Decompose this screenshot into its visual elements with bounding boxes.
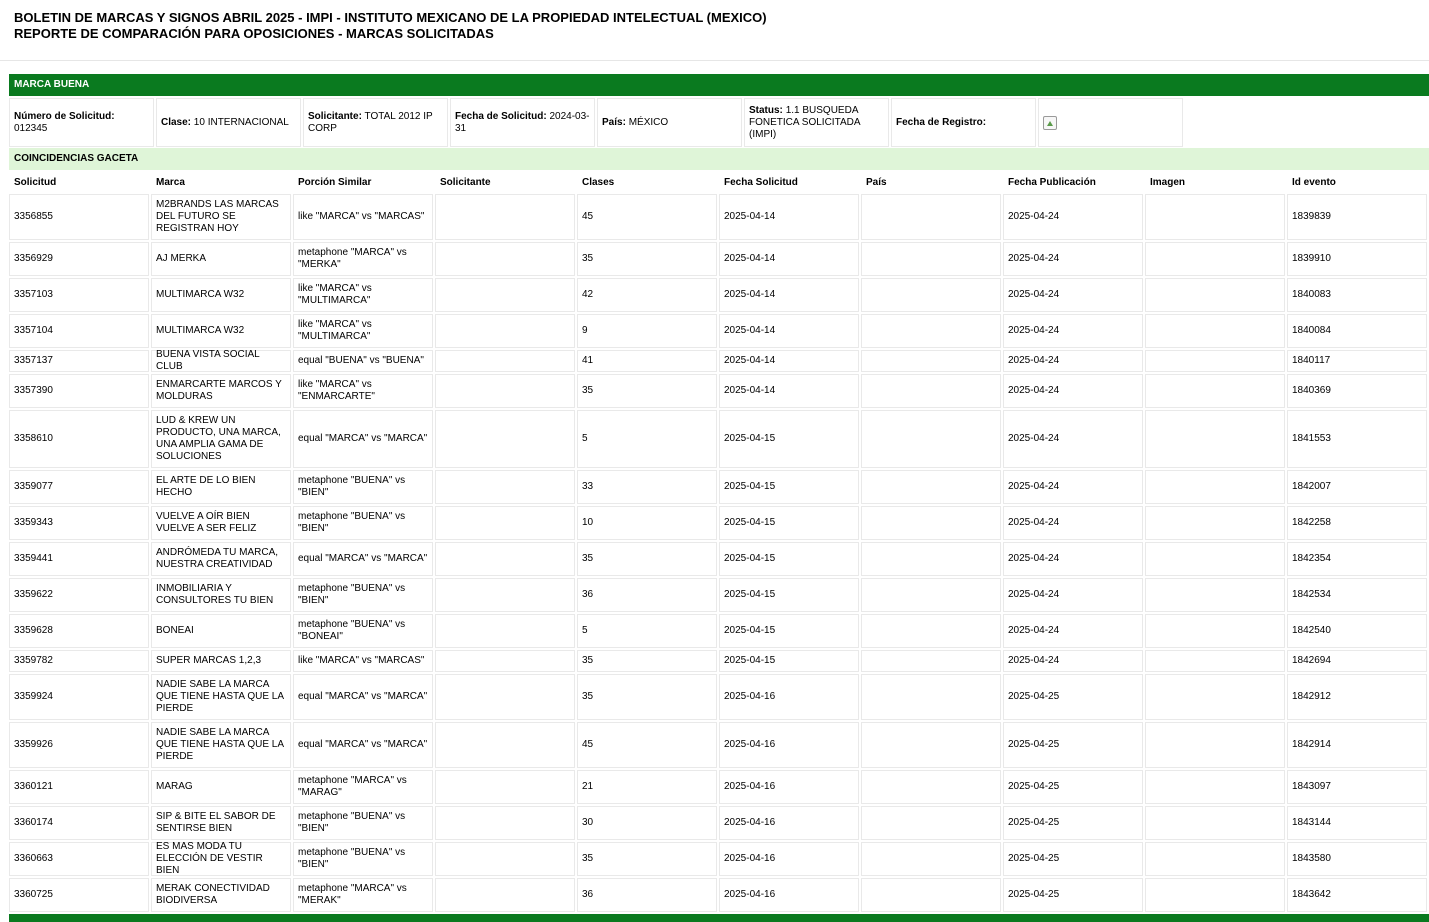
cell-marca: M2BRANDS LAS MARCAS DEL FUTURO SE REGISTRAN HOY — [151, 194, 291, 240]
cell-solicitante — [435, 770, 575, 804]
cell-id-evento: 1842540 — [1287, 614, 1427, 648]
cell-marca: ENMARCARTE MARCOS Y MOLDURAS — [151, 374, 291, 408]
cell-porcion-similar: metaphone "BUENA" vs "BIEN" — [293, 506, 433, 540]
cell-clases: 42 — [577, 278, 717, 312]
col-header-id-evento: Id evento — [1292, 176, 1336, 188]
coincidences-table-body — [9, 194, 1429, 914]
cell-imagen — [1145, 350, 1285, 372]
cell-clases: 33 — [577, 470, 717, 504]
cell-solicitante — [435, 410, 575, 468]
cell-imagen — [1145, 878, 1285, 912]
status-value: 1.1 BUSQUEDA FONETICA SOLICITADA (IMPI) — [749, 104, 860, 140]
cell-solicitante — [435, 578, 575, 612]
clase-label: Clase: — [161, 116, 192, 128]
cell-imagen — [1145, 806, 1285, 840]
cell-solicitud: 3357104 — [9, 314, 149, 348]
cell-id-evento: 1839910 — [1287, 242, 1427, 276]
cell-fecha-publicacion: 2025-04-24 — [1003, 542, 1143, 576]
mark-info-row — [9, 96, 1429, 147]
cell-id-evento: 1842534 — [1287, 578, 1427, 612]
cell-marca: ES MAS MODA TU ELECCIÓN DE VESTIR BIEN — [151, 842, 291, 876]
cell-porcion-similar: metaphone "BUENA" vs "BIEN" — [293, 842, 433, 876]
col-header-porcion-similar: Porción Similar — [298, 176, 372, 188]
cell-solicitud: 3360663 — [9, 842, 149, 876]
table-header-row — [9, 170, 1429, 194]
col-header-solicitud: Solicitud — [14, 176, 57, 188]
cell-imagen — [1145, 842, 1285, 876]
cell-porcion-similar: equal "MARCA" vs "MARCA" — [293, 674, 433, 720]
table-row — [9, 242, 1429, 278]
report-sheet — [9, 74, 1429, 922]
cell-solicitud: 3360121 — [9, 770, 149, 804]
cell-solicitud: 3359782 — [9, 650, 149, 672]
col-header-imagen: Imagen — [1150, 176, 1186, 188]
cell-imagen — [1145, 194, 1285, 240]
table-row — [9, 842, 1429, 878]
cell-fecha-publicacion: 2025-04-25 — [1003, 770, 1143, 804]
cell-pais — [861, 674, 1001, 720]
cell-pais — [861, 374, 1001, 408]
cell-solicitud: 3360174 — [9, 806, 149, 840]
cell-fecha-publicacion: 2025-04-25 — [1003, 722, 1143, 768]
cell-id-evento: 1840369 — [1287, 374, 1427, 408]
cell-pais — [861, 722, 1001, 768]
cell-fecha-solicitud: 2025-04-15 — [719, 506, 859, 540]
cell-clases: 10 — [577, 506, 717, 540]
fecha-registro-cell — [891, 98, 1036, 147]
cell-porcion-similar: metaphone "BUENA" vs "BIEN" — [293, 578, 433, 612]
table-row — [9, 194, 1429, 242]
table-row — [9, 722, 1429, 770]
cell-fecha-solicitud: 2025-04-14 — [719, 242, 859, 276]
cell-solicitante — [435, 278, 575, 312]
cell-clases: 41 — [577, 350, 717, 372]
table-row — [9, 650, 1429, 674]
mark-image-cell — [1038, 98, 1183, 147]
cell-fecha-solicitud: 2025-04-14 — [719, 194, 859, 240]
cell-marca: MULTIMARCA W32 — [151, 278, 291, 312]
cell-solicitante — [435, 878, 575, 912]
cell-pais — [861, 410, 1001, 468]
report-title-line2: REPORTE DE COMPARACIÓN PARA OPOSICIONES - MARCAS SOLICITADAS — [14, 26, 494, 41]
cell-imagen — [1145, 614, 1285, 648]
cell-fecha-solicitud: 2025-04-14 — [719, 314, 859, 348]
cell-solicitud: 3358610 — [9, 410, 149, 468]
cell-solicitud: 3359924 — [9, 674, 149, 720]
cell-solicitante — [435, 650, 575, 672]
cell-fecha-publicacion: 2025-04-25 — [1003, 842, 1143, 876]
cell-porcion-similar: like "MARCA" vs "ENMARCARTE" — [293, 374, 433, 408]
table-row — [9, 614, 1429, 650]
pais-label: País: — [602, 116, 626, 128]
solicitud-number-value: 012345 — [14, 122, 48, 134]
cell-fecha-publicacion: 2025-04-24 — [1003, 374, 1143, 408]
cell-imagen — [1145, 542, 1285, 576]
cell-id-evento: 1843144 — [1287, 806, 1427, 840]
cell-imagen — [1145, 242, 1285, 276]
cell-solicitante — [435, 350, 575, 372]
cell-id-evento: 1842007 — [1287, 470, 1427, 504]
col-header-clases: Clases — [582, 176, 615, 188]
cell-marca: SUPER MARCAS 1,2,3 — [151, 650, 291, 672]
broken-image-icon — [1043, 116, 1057, 130]
cell-clases: 35 — [577, 374, 717, 408]
cell-porcion-similar: metaphone "MARCA" vs "MARAG" — [293, 770, 433, 804]
fecha-solicitud-value: 2024-03-31 — [455, 110, 590, 134]
cell-solicitante — [435, 806, 575, 840]
solicitante-value: TOTAL 2012 IP CORP — [308, 110, 433, 134]
cell-pais — [861, 770, 1001, 804]
cell-imagen — [1145, 578, 1285, 612]
cell-fecha-publicacion: 2025-04-24 — [1003, 614, 1143, 648]
cell-marca: MERAK CONECTIVIDAD BIODIVERSA — [151, 878, 291, 912]
table-row — [9, 374, 1429, 410]
cell-marca: BUENA VISTA SOCIAL CLUB — [151, 350, 291, 372]
table-row — [9, 350, 1429, 374]
cell-porcion-similar: equal "MARCA" vs "MARCA" — [293, 410, 433, 468]
col-header-pais: País — [866, 176, 887, 188]
cell-fecha-solicitud: 2025-04-16 — [719, 842, 859, 876]
cell-fecha-publicacion: 2025-04-24 — [1003, 410, 1143, 468]
cell-pais — [861, 878, 1001, 912]
cell-fecha-publicacion: 2025-04-25 — [1003, 674, 1143, 720]
table-row — [9, 806, 1429, 842]
cell-id-evento: 1840117 — [1287, 350, 1427, 372]
cell-clases: 36 — [577, 878, 717, 912]
cell-pais — [861, 806, 1001, 840]
cell-marca: BONEAI — [151, 614, 291, 648]
cell-imagen — [1145, 650, 1285, 672]
status-cell — [744, 98, 889, 147]
cell-solicitud: 3359628 — [9, 614, 149, 648]
solicitud-number-label: Número de Solicitud: — [14, 110, 115, 122]
table-row — [9, 578, 1429, 614]
header-divider — [0, 60, 1429, 61]
cell-pais — [861, 614, 1001, 648]
cell-clases: 35 — [577, 650, 717, 672]
cell-fecha-solicitud: 2025-04-15 — [719, 410, 859, 468]
cell-imagen — [1145, 770, 1285, 804]
cell-imagen — [1145, 722, 1285, 768]
cell-fecha-publicacion: 2025-04-25 — [1003, 806, 1143, 840]
report-header — [0, 0, 1429, 52]
cell-porcion-similar: metaphone "BUENA" vs "BIEN" — [293, 806, 433, 840]
cell-porcion-similar: equal "BUENA" vs "BUENA" — [293, 350, 433, 372]
cell-porcion-similar: like "MARCA" vs "MARCAS" — [293, 650, 433, 672]
cell-fecha-publicacion: 2025-04-24 — [1003, 578, 1143, 612]
fecha-solicitud-cell — [450, 98, 595, 147]
cell-clases: 45 — [577, 194, 717, 240]
cell-pais — [861, 194, 1001, 240]
cell-porcion-similar: metaphone "MARCA" vs "MERKA" — [293, 242, 433, 276]
cell-imagen — [1145, 470, 1285, 504]
cell-marca: MULTIMARCA W32 — [151, 314, 291, 348]
cell-id-evento: 1843097 — [1287, 770, 1427, 804]
cell-solicitante — [435, 242, 575, 276]
cell-id-evento: 1842914 — [1287, 722, 1427, 768]
cell-fecha-solicitud: 2025-04-14 — [719, 374, 859, 408]
cell-solicitante — [435, 470, 575, 504]
solicitud-number-cell — [9, 98, 154, 147]
cell-solicitud: 3359926 — [9, 722, 149, 768]
cell-fecha-publicacion: 2025-04-25 — [1003, 878, 1143, 912]
solicitante-label: Solicitante: — [308, 110, 362, 122]
cell-fecha-publicacion: 2025-04-24 — [1003, 650, 1143, 672]
cell-id-evento: 1842694 — [1287, 650, 1427, 672]
coincidences-section-title: COINCIDENCIAS GACETA — [9, 148, 1429, 170]
cell-pais — [861, 842, 1001, 876]
cell-marca: EL ARTE DE LO BIEN HECHO — [151, 470, 291, 504]
cell-solicitud: 3357103 — [9, 278, 149, 312]
cell-fecha-solicitud: 2025-04-15 — [719, 650, 859, 672]
table-row — [9, 674, 1429, 722]
cell-clases: 35 — [577, 242, 717, 276]
cell-pais — [861, 470, 1001, 504]
cell-fecha-solicitud: 2025-04-16 — [719, 674, 859, 720]
cell-solicitante — [435, 314, 575, 348]
cell-fecha-publicacion: 2025-04-24 — [1003, 194, 1143, 240]
cell-fecha-publicacion: 2025-04-24 — [1003, 350, 1143, 372]
cell-pais — [861, 650, 1001, 672]
cell-id-evento: 1839839 — [1287, 194, 1427, 240]
cell-id-evento: 1842354 — [1287, 542, 1427, 576]
cell-porcion-similar: like "MARCA" vs "MULTIMARCA" — [293, 278, 433, 312]
col-header-fecha-publicacion: Fecha Publicación — [1008, 176, 1096, 188]
cell-fecha-solicitud: 2025-04-15 — [719, 614, 859, 648]
col-header-marca: Marca — [156, 176, 185, 188]
cell-porcion-similar: metaphone "BUENA" vs "BIEN" — [293, 470, 433, 504]
table-row — [9, 506, 1429, 542]
cell-solicitante — [435, 614, 575, 648]
cell-solicitud: 3356855 — [9, 194, 149, 240]
table-row — [9, 470, 1429, 506]
cell-solicitud: 3359441 — [9, 542, 149, 576]
cell-marca: ANDRÓMEDA TU MARCA, NUESTRA CREATIVIDAD — [151, 542, 291, 576]
cell-porcion-similar: metaphone "BUENA" vs "BONEAI" — [293, 614, 433, 648]
cell-solicitud: 3359343 — [9, 506, 149, 540]
cell-pais — [861, 506, 1001, 540]
cell-id-evento: 1840083 — [1287, 278, 1427, 312]
cell-clases: 36 — [577, 578, 717, 612]
cell-fecha-solicitud: 2025-04-15 — [719, 542, 859, 576]
cell-fecha-solicitud: 2025-04-16 — [719, 806, 859, 840]
cell-marca: VUELVE A OÍR BIEN VUELVE A SER FELIZ — [151, 506, 291, 540]
col-header-fecha-solicitud: Fecha Solicitud — [724, 176, 798, 188]
cell-porcion-similar: like "MARCA" vs "MARCAS" — [293, 194, 433, 240]
cell-solicitante — [435, 674, 575, 720]
table-row — [9, 314, 1429, 350]
cell-imagen — [1145, 674, 1285, 720]
solicitante-cell — [303, 98, 448, 147]
cell-id-evento: 1840084 — [1287, 314, 1427, 348]
report-title-line1: BOLETIN DE MARCAS Y SIGNOS ABRIL 2025 - IMPI - INSTITUTO MEXICANO DE LA PROPIEDAD INTELECTUAL (MEXICO) — [14, 10, 767, 25]
cell-id-evento: 1843580 — [1287, 842, 1427, 876]
cell-clases: 21 — [577, 770, 717, 804]
cell-solicitud: 3359622 — [9, 578, 149, 612]
cell-fecha-publicacion: 2025-04-24 — [1003, 242, 1143, 276]
status-label: Status: — [749, 104, 783, 116]
cell-fecha-publicacion: 2025-04-24 — [1003, 470, 1143, 504]
cell-fecha-solicitud: 2025-04-16 — [719, 770, 859, 804]
cell-clases: 9 — [577, 314, 717, 348]
cell-marca: INMOBILIARIA Y CONSULTORES TU BIEN — [151, 578, 291, 612]
cell-id-evento: 1842912 — [1287, 674, 1427, 720]
table-row — [9, 542, 1429, 578]
table-row — [9, 278, 1429, 314]
cell-solicitud: 3357390 — [9, 374, 149, 408]
cell-marca: NADIE SABE LA MARCA QUE TIENE HASTA QUE LA PIERDE — [151, 722, 291, 768]
cell-porcion-similar: equal "MARCA" vs "MARCA" — [293, 722, 433, 768]
pais-value: MÉXICO — [628, 116, 669, 128]
cell-fecha-solicitud: 2025-04-16 — [719, 722, 859, 768]
table-row — [9, 770, 1429, 806]
cell-fecha-solicitud: 2025-04-14 — [719, 350, 859, 372]
cell-marca: NADIE SABE LA MARCA QUE TIENE HASTA QUE LA PIERDE — [151, 674, 291, 720]
cell-imagen — [1145, 314, 1285, 348]
cell-imagen — [1145, 374, 1285, 408]
cell-pais — [861, 578, 1001, 612]
cell-marca: LUD & KREW UN PRODUCTO, UNA MARCA, UNA AMPLIA GAMA DE SOLUCIONES — [151, 410, 291, 468]
cell-pais — [861, 242, 1001, 276]
cell-solicitante — [435, 722, 575, 768]
cell-fecha-solicitud: 2025-04-15 — [719, 578, 859, 612]
cell-pais — [861, 542, 1001, 576]
cell-imagen — [1145, 410, 1285, 468]
cell-imagen — [1145, 506, 1285, 540]
cell-solicitante — [435, 194, 575, 240]
table-row — [9, 878, 1429, 914]
cell-solicitud: 3359077 — [9, 470, 149, 504]
cell-pais — [861, 314, 1001, 348]
cell-solicitud: 3357137 — [9, 350, 149, 372]
mark-section-title: MARCA BUENA — [9, 74, 1429, 96]
cell-id-evento: 1841553 — [1287, 410, 1427, 468]
cell-pais — [861, 350, 1001, 372]
cell-clases: 5 — [577, 614, 717, 648]
cell-solicitante — [435, 374, 575, 408]
cell-solicitud: 3356929 — [9, 242, 149, 276]
pais-cell — [597, 98, 742, 147]
cell-clases: 35 — [577, 674, 717, 720]
cell-clases: 45 — [577, 722, 717, 768]
cell-fecha-solicitud: 2025-04-15 — [719, 470, 859, 504]
cell-fecha-publicacion: 2025-04-24 — [1003, 278, 1143, 312]
cell-fecha-solicitud: 2025-04-16 — [719, 878, 859, 912]
cell-pais — [861, 278, 1001, 312]
table-row — [9, 410, 1429, 470]
cell-solicitante — [435, 542, 575, 576]
cell-fecha-solicitud: 2025-04-14 — [719, 278, 859, 312]
cell-marca: MARAG — [151, 770, 291, 804]
cell-id-evento: 1843642 — [1287, 878, 1427, 912]
cell-clases: 35 — [577, 842, 717, 876]
cell-solicitud: 3360725 — [9, 878, 149, 912]
cell-imagen — [1145, 278, 1285, 312]
cell-solicitante — [435, 506, 575, 540]
cell-marca: AJ MERKA — [151, 242, 291, 276]
cell-clases: 35 — [577, 542, 717, 576]
cell-fecha-publicacion: 2025-04-24 — [1003, 314, 1143, 348]
cell-id-evento: 1842258 — [1287, 506, 1427, 540]
cell-clases: 30 — [577, 806, 717, 840]
cell-porcion-similar: equal "MARCA" vs "MARCA" — [293, 542, 433, 576]
cell-porcion-similar: like "MARCA" vs "MULTIMARCA" — [293, 314, 433, 348]
fecha-registro-label: Fecha de Registro: — [896, 116, 987, 128]
fecha-solicitud-label: Fecha de Solicitud: — [455, 110, 547, 122]
cell-marca: SIP & BITE EL SABOR DE SENTIRSE BIEN — [151, 806, 291, 840]
cell-solicitante — [435, 842, 575, 876]
cell-clases: 5 — [577, 410, 717, 468]
cell-fecha-publicacion: 2025-04-24 — [1003, 506, 1143, 540]
cell-porcion-similar: metaphone "MARCA" vs "MERAK" — [293, 878, 433, 912]
clase-cell — [156, 98, 301, 147]
clase-value: 10 INTERNACIONAL — [193, 116, 289, 128]
col-header-solicitante: Solicitante — [440, 176, 491, 188]
